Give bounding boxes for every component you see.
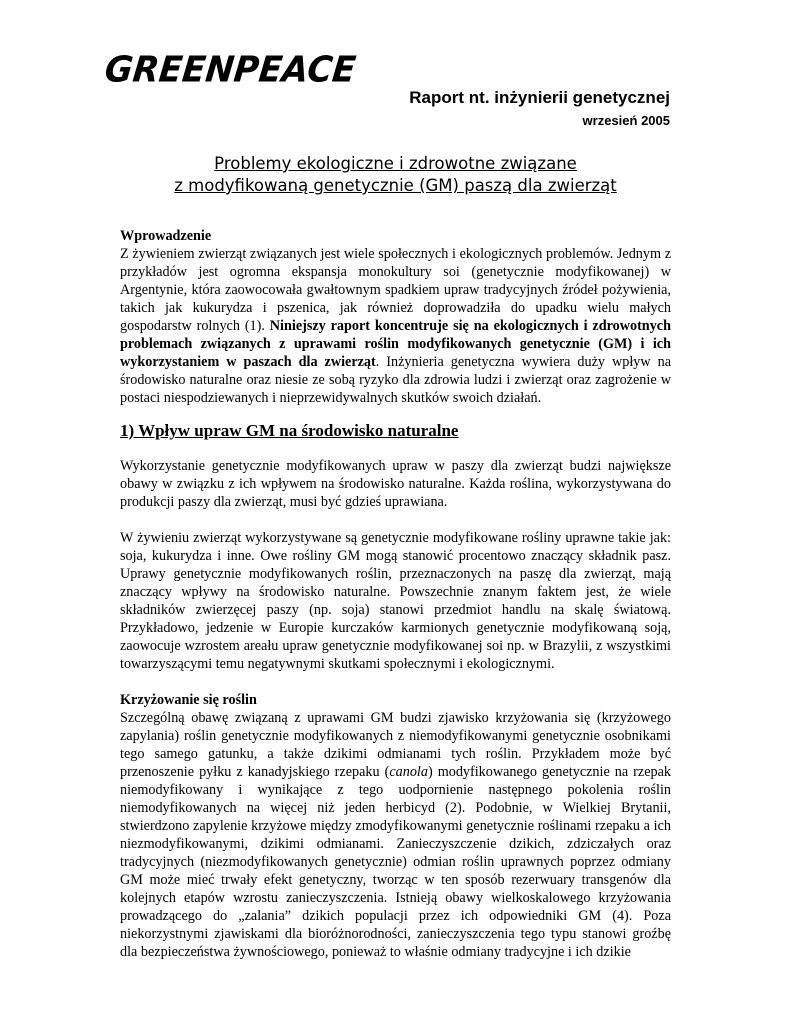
intro-text-2: . Inżynieria genetyczna wywiera duży wpływ na środowisko naturalne oraz niesie ze sobą ryzyko dla zdrowia ludzi i zwierząt oraz zagrożenie w postaci niespodziewanych i nieprzewidywalnych skutków swoich działań. <box>120 354 671 406</box>
intro-paragraph <box>120 245 671 407</box>
report-date: wrzesień 2005 <box>582 113 670 128</box>
section-1-paragraph-3 <box>120 709 671 961</box>
document-body <box>120 227 671 961</box>
title-line-1: Problemy ekologiczne i zdrowotne związane <box>214 154 577 173</box>
para3-text-a: Szczególną obawę związaną z uprawami GM budzi zjawisko krzyżowania się (krzyżowego zapylania) roślin genetycznie modyfikowanych z niemodyfikowanymi genetycznie osobnikami tego samego gatunku, a także dzikimi odmianami tych roślin. Przykładem może być przenoszenie pyłku z kanadyjskiego rzepaku ( <box>120 710 671 780</box>
section-1-paragraph-1: Wykorzystanie genetycznie modyfikowanych upraw w paszy dla zwierząt budzi największe obawy w związku z ich wpływem na środowisko naturalne. Każda roślina, wykorzystywana do produkcji paszy dla zwierząt, musi być gdzieś uprawiana. <box>120 458 671 510</box>
intro-text-bold: Niniejszy raport koncentruje się na ekologicznych i zdrowotnych problemach związanych z uprawami roślin modyfikowanych genetycznie (GM) i ich wykorzystaniem w paszach dla zwierząt <box>120 318 671 370</box>
para3-text-b: ) modyfikowanego genetycznie na rzepak niemodyfikowany i wynikające z tego uodpornienie następnego pokolenia roślin niemodyfikowanych na więcej niż jeden herbicyd (2). Podobnie, w Wielkiej Brytanii, stwierdzono zapylenie krzyżowe między zmodyfikowanymi genetycznie roślinami rzepaku a ich niezmodyfikowanymi, dzikimi odmianami. Zanieczyszczenie dzikich, zdziczałych oraz tradycyjnych (niezmodyfikowanych genetycznie) odmian roślin uprawnych poprzez odmiany GM może mieć trwały efekt genetyczny, tworząc w ten sposób rezerwuary transgenów dla kolejnych etapów wzrostu zanieczyszczenia. Istnieją obawy wielkoskalowego krzyżowania prowadzącego do „zalania” dzikich populacji przez ich odpowiedniki GM (4). Poza niekorzystnymi zjawiskami dla bioróżnorodności, zanieczyszczenia tego typu stanowi groźbę dla bezpieczeństwa żywnościowego, ponieważ to właśnie odmiany tradycyjne i ich dzikie <box>120 764 671 960</box>
para3-italic: canola <box>389 764 428 780</box>
greenpeace-logo: GREENPEACE <box>102 49 358 91</box>
intro-text-1: Z żywieniem zwierząt związanych jest wiele społecznych i ekologicznych problemów. Jednym z przykładów jest ogromna ekspansja monokultury soi (genetycznie modyfikowanej) w Argentynie, która zaowocowała gwałtownym spadkiem upraw tradycyjnych źródeł pożywienia, takich jak kukurydza i pszenica, jak również doprowadziła do upadku wielu małych gospodarstw rolnych (1). <box>120 246 671 334</box>
section-1-paragraph-2: W żywieniu zwierząt wykorzystywane są genetycznie modyfikowane rośliny uprawne takie jak: soja, kukurydza i inne. Owe rośliny GM mogą stanowić procentowo znaczący składnik pasz. Uprawy genetycznie modyfikowanych roślin, przeznaczonych na paszę dla zwierząt, mają znaczący wpływy na środowisko naturalne. Powszechnie znanym faktem jest, że wiele składników zwierzęcej paszy (np. soja) stanowi przedmiot handlu na skalę światową. Przykładowo, jedzenie w Europie kurczaków karmionych genetycznie modyfikowaną soją, zaowocuje wzrostem areału upraw genetycznie modyfikowanej soi np. w Brazylii, z wszystkimi towarzyszącymi temu negatywnymi skutkami społecznymi i ekologicznymi. <box>120 530 671 672</box>
section-1-heading: 1) Wpływ upraw GM na środowisko naturalne <box>120 421 459 440</box>
title-line-2: z modyfikowaną genetycznie (GM) paszą dla zwierząt <box>174 176 617 195</box>
intro-heading: Wprowadzenie <box>120 228 212 244</box>
document-title <box>0 153 791 197</box>
report-title: Raport nt. inżynierii genetycznej <box>409 88 670 107</box>
cross-pollination-heading: Krzyżowanie się roślin <box>120 692 257 708</box>
